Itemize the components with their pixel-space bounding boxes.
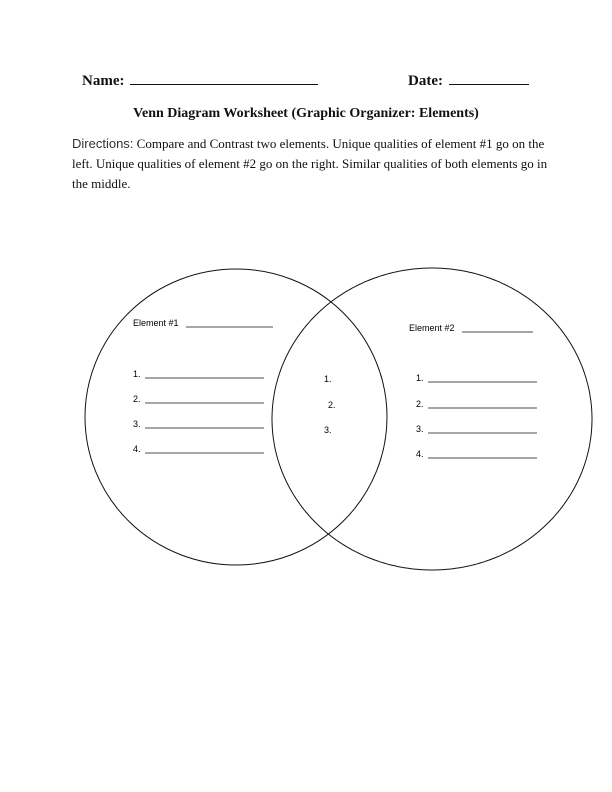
left-item-number: 2. <box>133 394 141 404</box>
left-list <box>133 369 264 454</box>
venn-left-circle <box>85 269 387 565</box>
venn-right-circle <box>272 268 592 570</box>
middle-list <box>324 374 336 435</box>
right-item-number: 3. <box>416 424 424 434</box>
element-1-label: Element #1 <box>133 318 179 328</box>
middle-item-number: 1. <box>324 374 332 384</box>
date-label: Date: <box>408 73 443 89</box>
right-list <box>416 373 537 459</box>
right-item-number: 2. <box>416 399 424 409</box>
middle-item-number: 2. <box>328 400 336 410</box>
directions-text: Compare and Contrast two elements. Unique qualities of element #1 go on the left. Unique qualities of element #2 go on the right. Similar qualities of both elements go in the middle. <box>72 136 548 191</box>
worksheet-title: Venn Diagram Worksheet (Graphic Organizer: Elements) <box>133 106 479 121</box>
directions-label: Directions: <box>72 136 134 151</box>
left-item-number: 3. <box>133 419 141 429</box>
left-item-number: 4. <box>133 444 141 454</box>
right-item-number: 1. <box>416 373 424 383</box>
middle-item-number: 3. <box>324 425 332 435</box>
element-2-label: Element #2 <box>409 323 455 333</box>
left-item-number: 1. <box>133 369 141 379</box>
name-label: Name: <box>82 73 125 89</box>
right-item-number: 4. <box>416 449 424 459</box>
